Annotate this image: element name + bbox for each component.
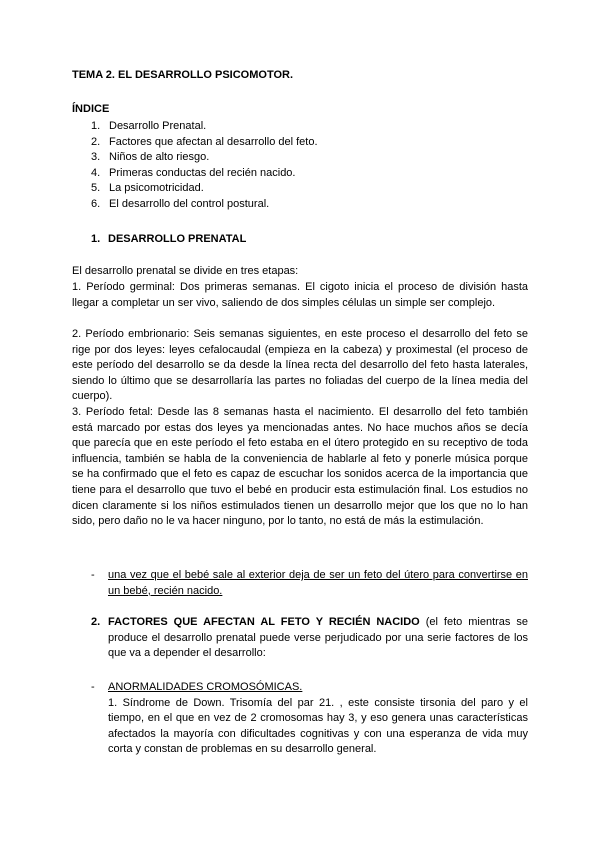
index-item-number: 6.: [91, 197, 101, 210]
section-2: [91, 615, 528, 662]
section-2-number: 2.: [91, 616, 101, 628]
index-item-label: El desarrollo del control postural.: [109, 197, 270, 210]
bullet-dash: -: [91, 569, 95, 581]
section-2-intro: (el feto mientras se produce el desarrollo prenatal puede verse perjudicado por una serie factores de los que va a depender el desarrollo:: [108, 616, 529, 660]
index-item-label: Primeras conductas del recién nacido.: [109, 166, 296, 179]
down-syndrome-text: 1. Síndrome de Down. Trisomía del par 21. , este consiste tirsonia del paro y el tiempo, en el que en vez de 2 cromosomas hay 3, y eso genera unas características afectados la mayoría con dificultades cognitivas y con una esperanza de vida muy corta y constan de problemas en su desarrollo general.: [108, 696, 528, 756]
stage-fetal: 3. Período fetal: Desde las 8 semanas hasta el nacimiento. El desarrollo del feto también está marcado por estas dos leyes ya mencionadas antes. No hace muchos años se decía que parecía que en este período el feto estaba en el útero protegido en su receptivo de toda influencia, también se habla de la conveniencia de hablarle al feto y ponerle música porque se ha confirmado que el feto es capaz de escuchar los sonidos acerca de la importancia que tiene para el desarrollo que tuvo el bebé en producir esta estimulación final. Los estudios no dicen claramente si los niños estimulados tienen un desarrollo mejor que los que no lo han sido, pero daño no le va hacer ninguno, por lo tanto, no está de más la estimulación.: [72, 406, 528, 528]
section-1-title: DESARROLLO PRENATAL: [108, 233, 247, 245]
bullet-dash: -: [91, 681, 95, 693]
index-item: [72, 197, 318, 213]
document-title: TEMA 2. EL DESARROLLO PSICOMOTOR.: [72, 69, 294, 81]
underlined-note: una vez que el bebé sale al exterior deja de ser un feto del útero para convertirse en un bebé, recién nacido.: [108, 569, 528, 597]
index-item-label: Factores que afectan al desarrollo del feto.: [109, 135, 318, 148]
index-item-number: 1.: [91, 120, 101, 132]
index-item-number: 4.: [91, 166, 101, 179]
index-item: [72, 135, 318, 151]
index-item-label: La psicomotricidad.: [109, 182, 204, 195]
section-1-number: 1.: [91, 233, 101, 245]
index-heading: ÍNDICE: [72, 103, 110, 115]
index-item: [72, 150, 318, 166]
section-1-heading: [91, 233, 246, 245]
subsection-heading: ANORMALIDADES CROMOSÓMICAS.: [108, 681, 303, 693]
index-item-label: Niños de alto riesgo.: [109, 151, 210, 164]
index-item-label: Desarrollo Prenatal.: [109, 120, 207, 132]
list-item: [91, 568, 528, 599]
stage-germinal: 1. Período germinal: Dos primeras semanas. El cigoto inicia el proceso de división hasta llegar a completar un ser vivo, saliendo de dos simples células un simple ser complejo.: [72, 281, 528, 309]
index-item-number: 2.: [91, 135, 101, 148]
index-list: [72, 119, 318, 213]
index-item: [72, 166, 318, 182]
index-item: [72, 119, 318, 135]
index-item-number: 3.: [91, 151, 101, 164]
stage-embrionario: 2. Período embrionario: Seis semanas siguientes, en este proceso el desarrollo del feto se rige por dos leyes: leyes cefalocaudal (empieza en la cabeza) y proximestal (el proceso de este período del desarrollo se da desde la línea recta del desarrollo del feto hasta laterales, siendo lo último que se desarrollaría las partes no foliadas del cuerpo de la línea media del cuerpo).: [72, 328, 528, 403]
index-item-number: 5.: [91, 182, 101, 195]
list-item: [91, 680, 528, 758]
index-item: [72, 181, 318, 197]
section-2-title: FACTORES QUE AFECTAN AL FETO Y RECIÉN NACIDO: [108, 616, 420, 628]
section-1-intro: El desarrollo prenatal se divide en tres etapas:: [72, 265, 299, 277]
